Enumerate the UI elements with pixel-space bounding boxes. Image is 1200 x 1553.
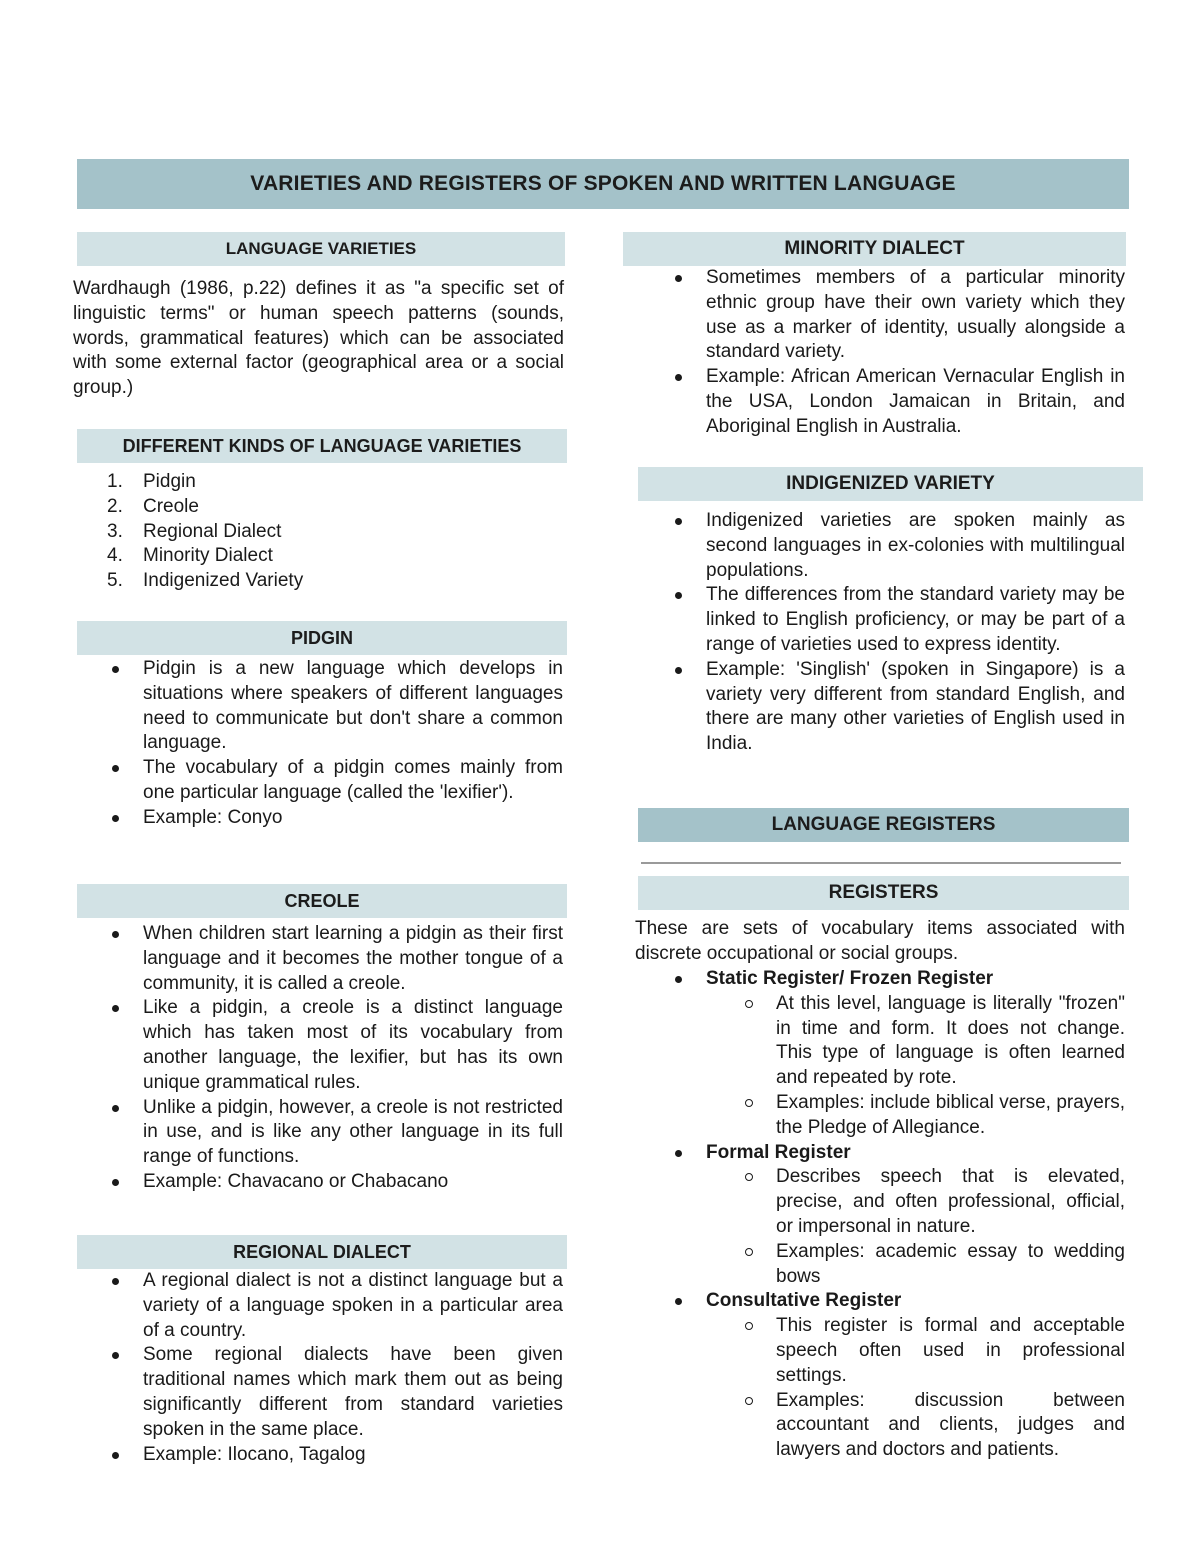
indigenized-variety-list <box>706 509 1125 757</box>
section-heading-minority-dialect: MINORITY DIALECT <box>623 232 1126 266</box>
list-item: 1. Pidgin <box>107 471 196 492</box>
register-details <box>776 992 1125 1141</box>
sub-list-item: Examples: discussion between accountant and clients, judges and lawyers and doctors and patients. <box>776 1389 1125 1463</box>
section-heading-regional-dialect: REGIONAL DIALECT <box>77 1235 567 1269</box>
list-item: When children start learning a pidgin as their first language and it becomes the mother tongue of a community, it is called a creole. <box>143 922 563 996</box>
list-item: Example: Chavacano or Chabacano <box>143 1170 563 1195</box>
list-item: Indigenized varieties are spoken mainly as second languages in ex-colonies with multilingual populations. <box>706 509 1125 583</box>
sub-list-item: This register is formal and acceptable speech often used in professional settings. <box>776 1314 1125 1388</box>
register-details <box>776 1314 1125 1463</box>
list-item <box>706 1141 1125 1290</box>
list-item: Example: Ilocano, Tagalog <box>143 1443 563 1468</box>
section-heading-kinds: DIFFERENT KINDS OF LANGUAGE VARIETIES <box>77 429 567 463</box>
register-details <box>776 1165 1125 1289</box>
section-heading-language-registers: LANGUAGE REGISTERS <box>638 808 1129 842</box>
list-item: 4. Minority Dialect <box>107 545 273 567</box>
list-item: 3. Regional Dialect <box>107 520 282 542</box>
list-item: Example: Conyo <box>143 806 563 831</box>
list-item <box>706 1289 1125 1463</box>
list-item: A regional dialect is not a distinct language but a variety of a language spoken in a particular area of a country. <box>143 1269 563 1343</box>
section-heading-creole: CREOLE <box>77 884 567 918</box>
list-item: Unlike a pidgin, however, a creole is not restricted in use, and is like any other language in its full range of functions. <box>143 1096 563 1170</box>
section-heading-registers: REGISTERS <box>638 876 1129 910</box>
section-heading-pidgin: PIDGIN <box>77 621 567 655</box>
section-heading-language-varieties: LANGUAGE VARIETIES <box>77 232 565 266</box>
minority-dialect-list <box>706 266 1125 440</box>
list-item: 2. Creole <box>107 495 199 517</box>
register-name: Consultative Register <box>706 1290 902 1312</box>
sub-list-item: Describes speech that is elevated, precise, and often professional, official, or impersonal in nature. <box>776 1165 1125 1239</box>
sub-list-item: Examples: academic essay to wedding bows <box>776 1240 1125 1290</box>
list-item: Sometimes members of a particular minority ethnic group have their own variety which they use as a marker of identity, usually alongside a standard variety. <box>706 266 1125 365</box>
pidgin-list <box>143 657 563 831</box>
page-title: VARIETIES AND REGISTERS OF SPOKEN AND WRITTEN LANGUAGE <box>77 159 1129 209</box>
kinds-list <box>107 470 563 594</box>
registers-list <box>706 967 1125 1463</box>
divider <box>641 862 1121 864</box>
list-item: The vocabulary of a pidgin comes mainly from one particular language (called the 'lexifier'). <box>143 756 563 806</box>
list-item: 5. Indigenized Variety <box>107 570 304 592</box>
list-item: Example: African American Vernacular English in the USA, London Jamaican in Britain, and Aboriginal English in Australia. <box>706 365 1125 439</box>
list-item: Example: 'Singlish' (spoken in Singapore) is a variety very different from standard English, and there are many other varieties of English used in India. <box>706 658 1125 757</box>
registers-intro: These are sets of vocabulary items associated with discrete occupational or social groups. <box>635 918 1125 964</box>
list-item: Like a pidgin, a creole is a distinct language which has taken most of its vocabulary from another language, the lexifier, but has its own unique grammatical rules. <box>143 996 563 1095</box>
section-heading-indigenized-variety: INDIGENIZED VARIETY <box>638 467 1143 501</box>
regional-dialect-list <box>143 1269 563 1467</box>
list-item: The differences from the standard variety may be linked to English proficiency, or may be part of a range of varieties used to express identity. <box>706 583 1125 657</box>
list-item: Pidgin is a new language which develops in situations where speakers of different languages need to communicate but don't share a common language. <box>143 657 563 756</box>
list-item: Some regional dialects have been given traditional names which mark them out as being significantly different from standard varieties spoken in the same place. <box>143 1343 563 1442</box>
register-name: Formal Register <box>706 1141 851 1163</box>
sub-list-item: At this level, language is literally "frozen" in time and form. It does not change. This type of language is often learned and repeated by rote. <box>776 992 1125 1091</box>
creole-list <box>143 922 563 1195</box>
list-item <box>706 967 1125 1141</box>
language-varieties-definition: Wardhaugh (1986, p.22) defines it as "a specific set of linguistic terms" or human speech patterns (sounds, words, grammatical features) which can be associated with some external factor (geographical area or a social group.) <box>73 278 564 399</box>
sub-list-item: Examples: include biblical verse, prayers, the Pledge of Allegiance. <box>776 1091 1125 1141</box>
register-name: Static Register/ Frozen Register <box>706 968 994 989</box>
